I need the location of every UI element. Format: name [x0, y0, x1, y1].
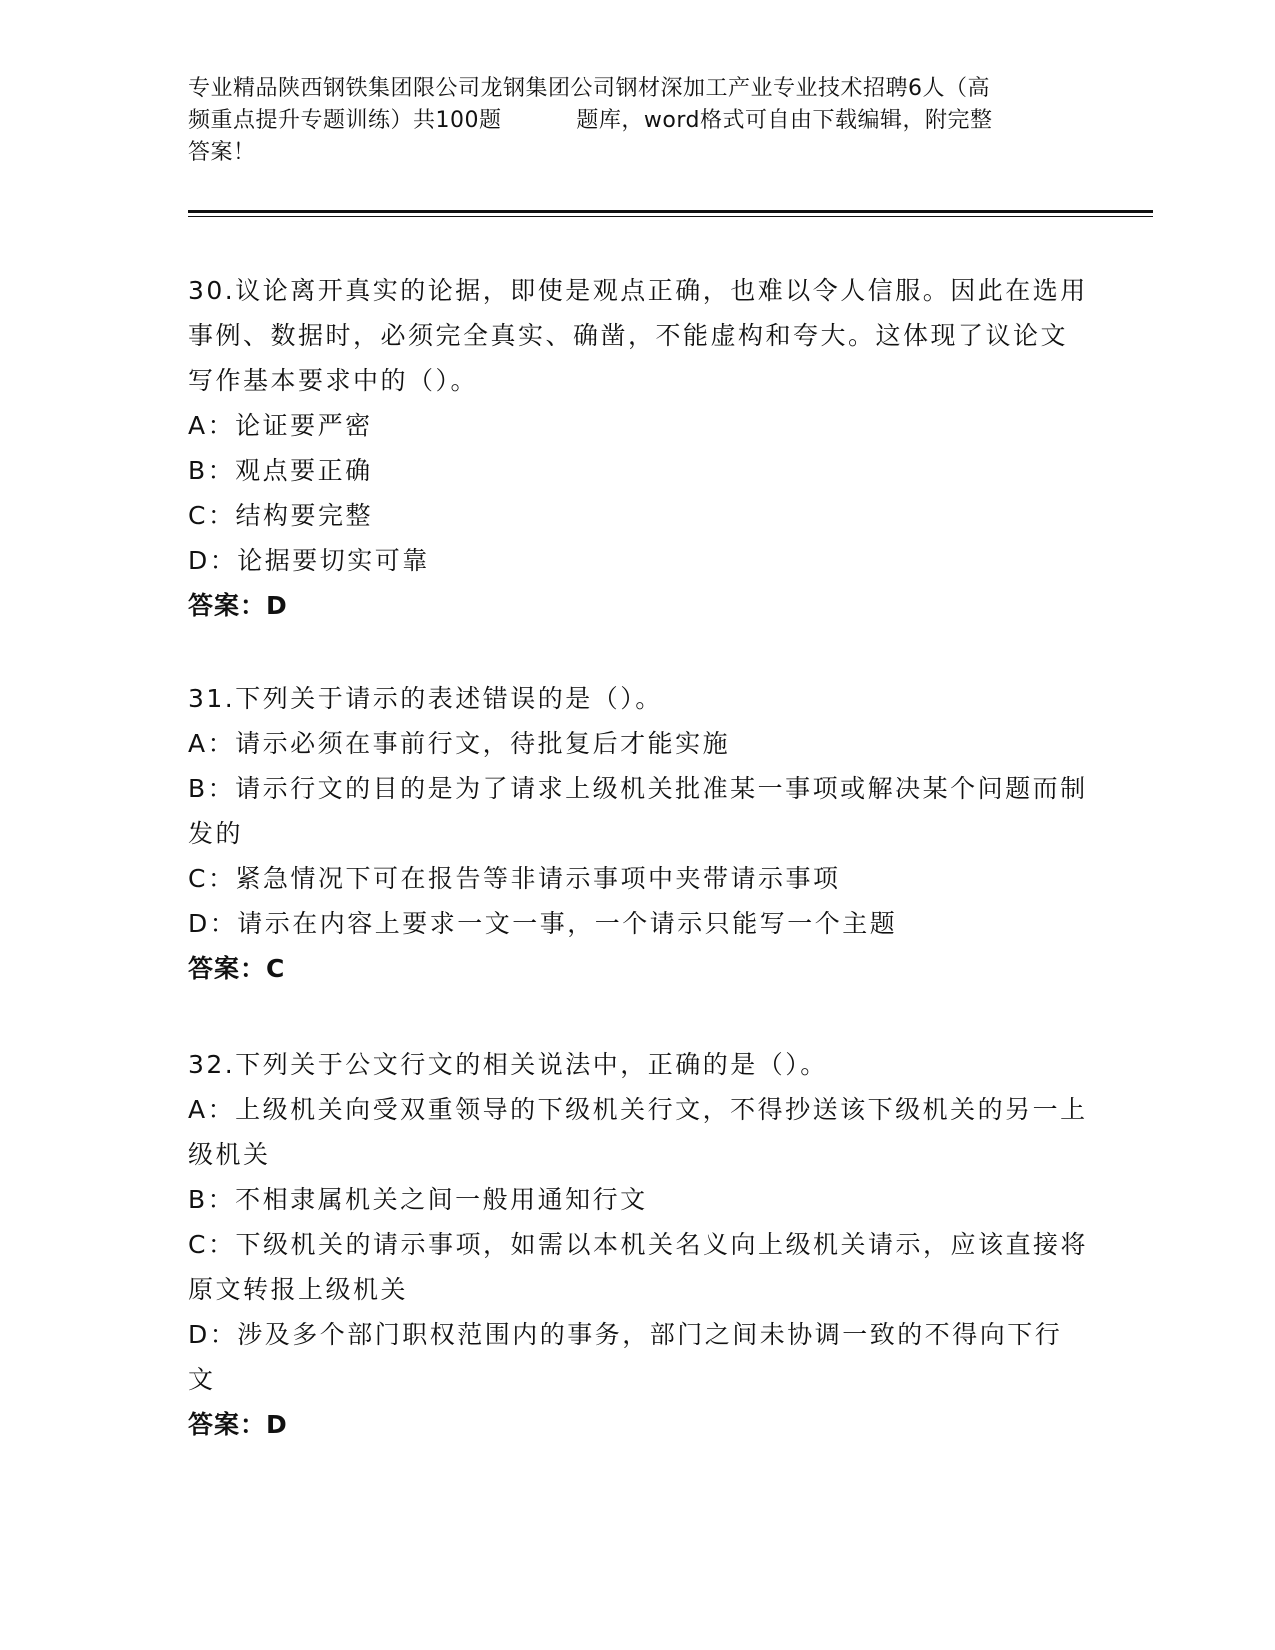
answer: 答案：D: [188, 591, 288, 620]
question-32: [188, 1042, 1088, 1447]
option-b: B：请示行文的目的是为了请求上级机关批准某一事项或解决某个问题而制发的: [188, 774, 1088, 848]
option-b: B：观点要正确: [188, 456, 373, 485]
header-line-3: 答案！: [188, 140, 256, 165]
question-text: 30.议论离开真实的论据，即使是观点正确，也难以令人信服。因此在选用事例、数据时，必须完全真实、确凿，不能虚构和夸大。这体现了议论文写作基本要求中的（）。: [188, 276, 1088, 395]
header-divider-thick: [188, 210, 1153, 213]
option-d: D：涉及多个部门职权范围内的事务，部门之间未协调一致的不得向下行文: [188, 1320, 1063, 1394]
option-a: A：请示必须在事前行文，待批复后才能实施: [188, 729, 731, 758]
option-c: C：结构要完整: [188, 501, 373, 530]
answer: 答案：C: [188, 954, 286, 983]
option-a: A：上级机关向受双重领导的下级机关行文，不得抄送该下级机关的另一上级机关: [188, 1095, 1088, 1169]
answer: 答案：D: [188, 1410, 288, 1439]
question-text: 32.下列关于公文行文的相关说法中，正确的是（）。: [188, 1050, 828, 1079]
header-line-1: 专业精品陕西钢铁集团限公司龙钢集团公司钢材深加工产业专业技术招聘6人（高: [188, 76, 990, 101]
header-line-2: 频重点提升专题训练）共100题 题库，word格式可自由下载编辑，附完整: [188, 108, 993, 133]
option-c: C：下级机关的请示事项，如需以本机关名义向上级机关请示，应该直接将原文转报上级机关: [188, 1230, 1088, 1304]
option-a: A：论证要严密: [188, 411, 373, 440]
question-text: 31.下列关于请示的表述错误的是（）。: [188, 684, 663, 713]
option-d: D：论据要切实可靠: [188, 546, 430, 575]
header-divider-thin: [188, 216, 1153, 217]
question-31: [188, 676, 1088, 991]
document-header: [188, 73, 1088, 169]
option-c: C：紧急情况下可在报告等非请示事项中夹带请示事项: [188, 864, 841, 893]
option-b: B：不相隶属机关之间一般用通知行文: [188, 1185, 648, 1214]
option-d: D：请示在内容上要求一文一事，一个请示只能写一个主题: [188, 909, 898, 938]
question-30: [188, 268, 1088, 628]
